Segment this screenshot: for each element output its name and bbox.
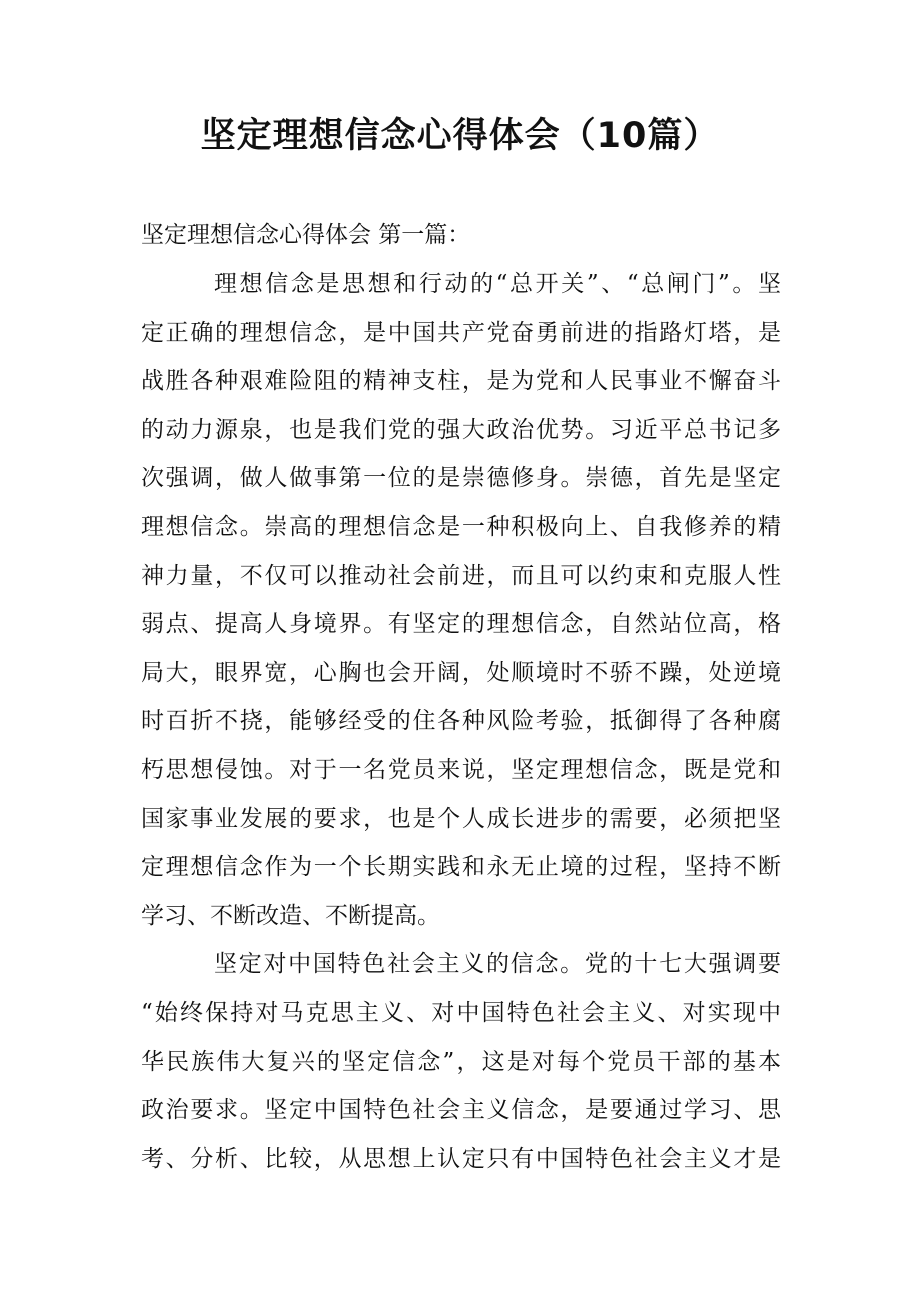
paragraph-line: 局大，眼界宽，心胸也会开阔，处顺境时不骄不躁，处逆境 — [141, 659, 781, 686]
document-body — [141, 260, 781, 1183]
paragraph-line: 理想信念是思想和行动的“总开关”、“总闸门”。坚 — [214, 271, 781, 297]
paragraph-line: 时百折不挠，能够经受的住各种风险考验，抵御得了各种腐 — [141, 708, 781, 735]
section-heading: 坚定理想信念心得体会 第一篇： — [141, 222, 471, 248]
paragraph-line: 战胜各种艰难险阻的精神支柱，是为党和人民事业不懈奋斗 — [141, 368, 781, 395]
paragraph-line: 弱点、提高人身境界。有坚定的理想信念，自然站位高，格 — [141, 611, 781, 638]
paragraph-line: 朽思想侵蚀。对于一名党员来说，坚定理想信念，既是党和 — [141, 756, 781, 783]
paragraph-line: 坚定对中国特色社会主义的信念。党的十七大强调要 — [214, 951, 781, 978]
paragraph-line: 国家事业发展的要求，也是个人成长进步的需要，必须把坚 — [141, 805, 781, 832]
paragraph-line: 次强调，做人做事第一位的是崇德修身。崇德，首先是坚定 — [141, 465, 781, 492]
paragraph-line: 考、分析、比较，从思想上认定只有中国特色社会主义才是 — [141, 1145, 781, 1172]
paragraph-line: 的动力源泉，也是我们党的强大政治优势。习近平总书记多 — [141, 416, 781, 443]
paragraph-line: 定理想信念作为一个长期实践和永无止境的过程，坚持不断 — [141, 854, 781, 881]
paragraph-line: “始终保持对马克思主义、对中国特色社会主义、对实现中 — [141, 999, 781, 1026]
paragraph-line: 政治要求。坚定中国特色社会主义信念，是要通过学习、思 — [141, 1097, 781, 1124]
paragraph-line: 神力量，不仅可以推动社会前进，而且可以约束和克服人性 — [141, 562, 781, 589]
paragraph-line: 学习、不断改造、不断提高。 — [141, 902, 440, 929]
paragraph-line: 理想信念。崇高的理想信念是一种积极向上、自我修养的精 — [141, 513, 781, 540]
paragraph-line: 华民族伟大复兴的坚定信念”，这是对每个党员干部的基本 — [141, 1048, 781, 1075]
document-title: 坚定理想信念心得体会（10篇） — [200, 116, 720, 156]
paragraph-line: 定正确的理想信念，是中国共产党奋勇前进的指路灯塔，是 — [141, 319, 781, 346]
